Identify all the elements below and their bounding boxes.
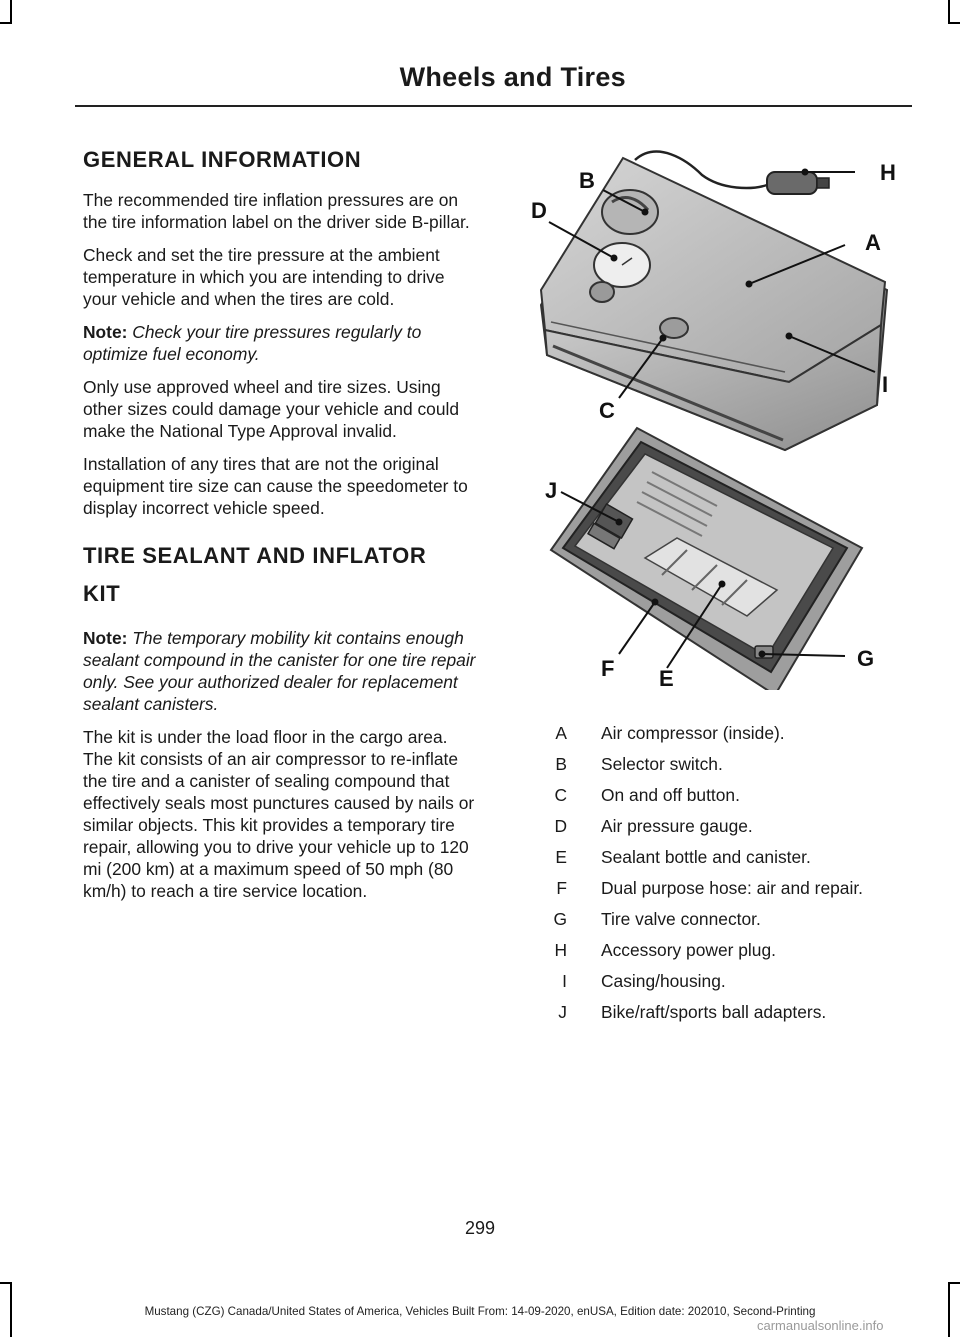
crop-mark — [0, 1282, 12, 1284]
legend-text: Dual purpose hose: air and repair. — [601, 878, 863, 898]
header-rule — [75, 105, 912, 107]
page-footer: Mustang (CZG) Canada/United States of America, Vehicles Built From: 14-09-2020, enUSA, Edition date: 202010, Second-Printing — [144, 1305, 816, 1318]
legend-text: Tire valve connector. — [601, 909, 761, 929]
legend-row — [541, 908, 901, 930]
paragraph: Installation of any tires that are not the original equipment tire size can cause the speedometer to display incorrect vehicle speed. — [83, 454, 468, 518]
crop-mark — [0, 22, 12, 24]
callout-label: C — [599, 398, 615, 423]
note-text: Check your tire pressures regularly to optimize fuel economy. — [83, 322, 422, 364]
legend-row — [541, 939, 901, 961]
legend-key: H — [554, 940, 567, 960]
note-text: The temporary mobility kit contains enough sealant compound in the canister for one tire repair only. See your authorized dealer for replacement sealant canisters. — [83, 628, 476, 714]
legend-key: D — [554, 816, 567, 836]
legend-key: B — [555, 754, 567, 774]
section-heading: GENERAL INFORMATION — [83, 147, 362, 172]
callout-label: H — [880, 160, 896, 185]
legend-text: On and off button. — [601, 785, 740, 805]
legend-row — [541, 970, 901, 992]
compressor-unit — [541, 152, 887, 450]
figure-legend — [541, 722, 901, 1032]
crop-mark — [948, 1282, 960, 1284]
legend-key: A — [555, 723, 567, 743]
note-label: Note: — [83, 322, 128, 342]
callout-label: A — [865, 230, 881, 255]
paragraph: The recommended tire inflation pressures are on the tire information label on the driver side B-pillar. — [83, 190, 470, 232]
legend-text: Accessory power plug. — [601, 940, 776, 960]
legend-text: Casing/housing. — [601, 971, 726, 991]
callout-label: I — [882, 372, 889, 397]
legend-row — [541, 877, 901, 899]
legend-key: G — [553, 909, 567, 929]
page-number: 299 — [464, 1218, 496, 1238]
inflator-kit-illustration — [527, 150, 912, 690]
callout-label: J — [545, 478, 558, 503]
left-column — [83, 145, 477, 913]
legend-row — [541, 722, 901, 744]
legend-row — [541, 815, 901, 837]
paragraph: The kit is under the load floor in the cargo area. The kit consists of an air compressor to re-inflate the tire and a canister of sealing compound that effectively seals most punctures caused by nails or similar objects. This kit provides a temporary tire repair, allowing you to drive your vehicle up to 120 mi (200 km) at a maximum speed of 50 mph (80 km/h) to reach a tire service location. — [83, 727, 475, 901]
section-heading-line: KIT — [83, 581, 121, 606]
section-heading-line: TIRE SEALANT AND INFLATOR — [83, 543, 427, 568]
callout-label: G — [857, 646, 875, 671]
legend-key: C — [554, 785, 567, 805]
legend-key: I — [562, 971, 567, 991]
callout-label: E — [659, 666, 674, 690]
legend-row — [541, 784, 901, 806]
legend-text: Air pressure gauge. — [601, 816, 753, 836]
legend-text: Sealant bottle and canister. — [601, 847, 811, 867]
callout-label: B — [579, 168, 595, 193]
legend-text: Bike/raft/sports ball adapters. — [601, 1002, 827, 1022]
note — [83, 627, 477, 715]
note-label: Note: — [83, 628, 128, 648]
note — [83, 321, 477, 365]
legend-text: Selector switch. — [601, 754, 723, 774]
legend-row — [541, 753, 901, 775]
crop-mark — [10, 0, 12, 22]
legend-key: J — [558, 1002, 567, 1022]
legend-key: E — [555, 847, 567, 867]
legend-key: F — [556, 878, 567, 898]
crop-mark — [948, 0, 950, 22]
paragraph: Only use approved wheel and tire sizes. Using other sizes could damage your vehicle and could make the National Type Approval invalid. — [83, 377, 460, 441]
crop-mark — [948, 22, 960, 24]
watermark: carmanualsonline.info — [757, 1318, 884, 1333]
legend-row — [541, 846, 901, 868]
legend-text: Air compressor (inside). — [601, 723, 785, 743]
callout-label: F — [601, 656, 615, 681]
sealant-tray — [551, 428, 862, 690]
section-heading — [83, 537, 477, 613]
page-header-title: Wheels and Tires — [399, 62, 626, 92]
callout-label: D — [531, 198, 547, 223]
legend-row — [541, 1001, 901, 1023]
paragraph: Check and set the tire pressure at the ambient temperature in which you are intending to drive your vehicle and when the tires are cold. — [83, 245, 445, 309]
